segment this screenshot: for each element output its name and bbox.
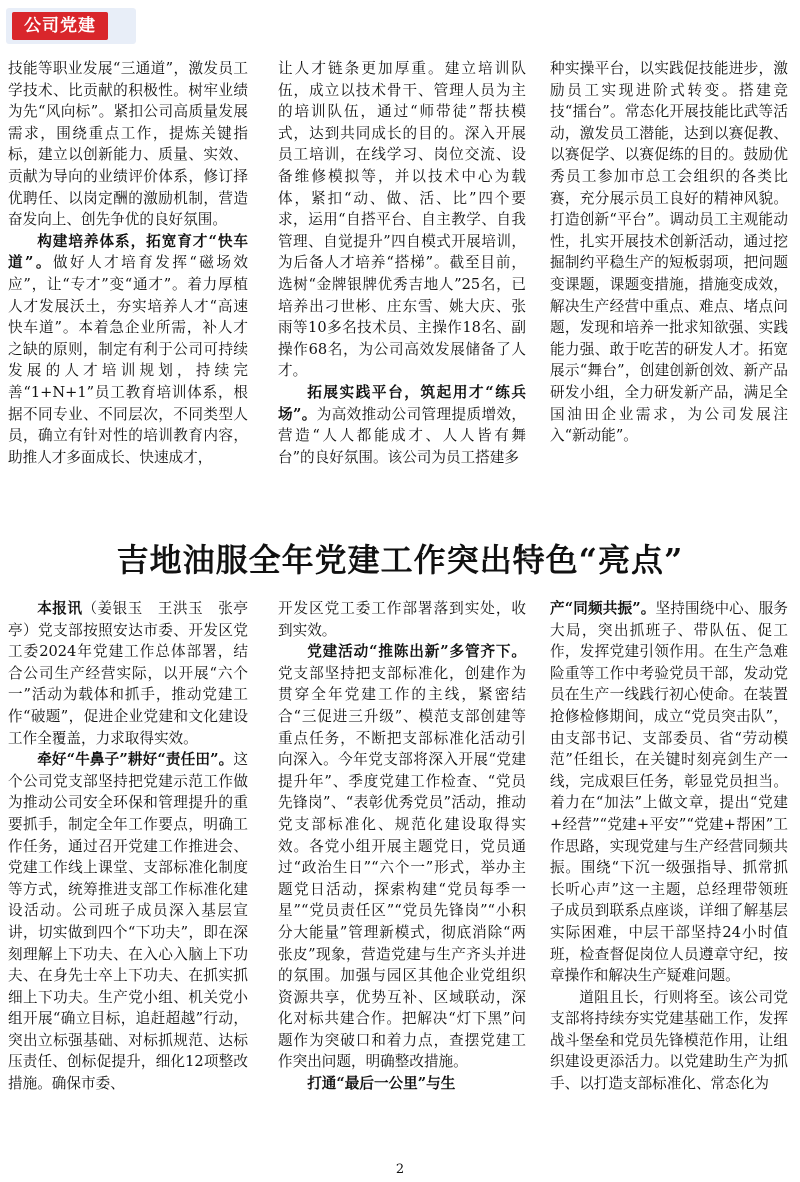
paragraph bbox=[278, 1073, 526, 1095]
paragraph-text: （姜银玉 王洪玉 张亭亭）党支部按照安达市委、开发区党工委2024年党建工作总体部署，结合公司生产经营实际，以开展“六个一”活动为载体和抓手，推动党建工作“破题”，促进企业党建和文化建设工作全覆盖，力求取得实效。 bbox=[8, 600, 248, 747]
paragraph-text: 坚持围绕中心、服务大局，突出抓班子、带队伍、促工作，发挥党建引领作用。在生产急难险重等工作中考验党员干部，发动党员在生产一线践行初心使命。在装置抢修检修期间，成立“党员突击队”，由支部书记、支部委员、省“劳动模范”任组长，在关键时刻亮剑生产一线，完成艰巨任务，彰显党员担当。着力在“加法”上做文章，提出“党建+经营”“党建+平安”“党建+帮困”工作思路，实现党建与生产经营同频共振。围绕“下沉一级强指导、抓常抓长听心声”这一主题，总经理带领班子成员到联系点座谈，详细了解基层实际困难，中层干部坚持24小时值班，检查督促岗位人员遵章守纪，按章操作和解决生产疑难问题。 bbox=[550, 600, 788, 985]
paragraph bbox=[8, 598, 248, 749]
section-tag-label-box bbox=[12, 12, 108, 40]
paragraph: 让人才链条更加厚重。建立培训队伍，成立以技术骨干、管理人员为主的培训队伍，通过“师带徒”帮扶模式，达到共同成长的目的。深入开展员工培训，在线学习、岗位交流、设备维修模拟等，并以技术中心为载体，紧扣“动、做、活、比”四个要求，运用“自搭平台、自主教学、自我管理、自觉提升”四自模式开展培训，为后备人才培养“搭梯”。截至目前，选树“金牌银牌优秀吉地人”25名，已培养出刁世彬、庄东雪、姚大庆、张雨等10多名技术员、主操作18名、副操作68名，为公司高效发展储备了人才。 bbox=[278, 60, 526, 380]
paragraph bbox=[278, 382, 526, 468]
subheading: 拓展实践平台，筑起用才“练兵场”。 bbox=[278, 383, 526, 423]
lead-label: 本报讯 bbox=[37, 600, 83, 617]
subheading: 产“同频共振”。 bbox=[550, 600, 656, 617]
paragraph-text: 做好人才培育发挥“磁场效应”，让“专才”变“通才”。着力厚植人才发展沃土，夯实培养人才“高速快车道”。本着急企业所需，补人才之缺的原则，制定有利于公司可持续发展的人才培训规划，持续完善“1+N+1”员工教育培训体系，根据不同专业、不同层次，不同类型人员，确立有针对性的培训教育内容，助推人才多面成长、快速成才， bbox=[8, 254, 248, 466]
paragraph: 技能等职业发展“三通道”，激发员工学技术、比贡献的积极性。树牢业绩为先“风向标”。紧扣公司高质量发展需求，围绕重点工作，提炼关键指标，建立以创新能力、质量、实效、贡献为导向的业绩评价体系，修订择优聘任、以岗定酬的激励机制，营造奋发向上、创先争优的良好氛围。 bbox=[8, 60, 248, 229]
top-article-column-1 bbox=[8, 58, 248, 528]
paragraph: 开发区党工委工作部署落到实处，收到实效。 bbox=[278, 600, 526, 639]
bottom-article-column-3 bbox=[550, 598, 788, 1158]
subheading: 党建活动“推陈出新”多管齐下。 bbox=[307, 643, 526, 661]
paragraph-text: 党支部坚持把支部标准化，创建作为贯穿全年党建工作的主线，紧密结合“三促进三升级”、模范支部创建等重点任务，不断把支部标准化活动引向深入。今年党支部将深入开展“党建提升年”、季度党建工作检查、“党员先锋岗”、“表彰优秀党员”活动，推动党支部标准化、规范化建设取得实效。各党小组开展主题党日，党员通过“政治生日”“六个一”形式，举办主题党日活动，探索构建“党员每季一星”“党员责任区”“党员先锋岗”“小积分大能量”管理新模式，彻底消除“两张皮”现象，营造党建与生产齐头并进的氛围。加强与园区其他企业党组织资源共享，优势互补、区域联动，深化对标共建合作。把解决“灯下黑”问题作为突破口和着力点，查摆党建工作突出问题，明确整改措施。 bbox=[278, 664, 526, 1071]
paragraph: 种实操平台，以实践促技能进步，激励员工实现进阶式转变。搭建竞技“擂台”。常态化开展技能比武等活动，激发员工潜能，达到以赛促教、以赛促学、以赛促练的目的。鼓励优秀员工参加市总工会组织的各类比赛，充分展示员工良好的精神风貌。打造创新“平台”。调动员工主观能动性，扎实开展技术创新活动，通过挖掘制约平稳生产的短板弱项，把问题变课题，课题变措施，措施变成效，解决生产经营中重点、难点、堵点问题，发现和培养一批求知欲强、实践能力强、敢于吃苦的研发人才。拓宽展示“舞台”，创建创新创效、新产品研发小组，全力研发新产品，满足全国油田企业需求，为公司发展注入“新动能”。 bbox=[550, 60, 788, 445]
paragraph bbox=[8, 749, 248, 1095]
subheading: 构建培养体系，拓宽育才“快车道”。 bbox=[8, 232, 248, 272]
top-article-column-2 bbox=[278, 58, 526, 528]
paragraph bbox=[278, 641, 526, 1073]
bottom-article-column-2 bbox=[278, 598, 526, 1158]
page-number: 2 bbox=[395, 1162, 405, 1177]
subheading: 打通“最后一公里”与生 bbox=[307, 1075, 456, 1093]
section-tag bbox=[6, 8, 136, 44]
paragraph-text: 这个公司党支部坚持把党建示范工作做为推动公司安全环保和管理提升的重要抓手，制定全年工作要点，明确工作任务，通过召开党建工作推进会、党建工作线上课堂、支部标准化制度等方式，统筹推进支部工作标准化建设活动。公司班子成员深入基层宣讲，切实做到四个“下功夫”，即在深刻理解上下功夫、在入心入脑上下功夫、在身先士卒上下功夫、在抓实抓细上下功夫。生产党小组、机关党小组开展“确立目标，追赶超越”行动，突出立标强基础、对标抓规范、达标压责任、创标促提升，细化12项整改措施。确保市委、 bbox=[8, 751, 248, 1093]
section-tag-label: 公司党建 bbox=[24, 16, 96, 36]
paragraph bbox=[8, 231, 248, 469]
top-article-column-3 bbox=[550, 58, 788, 528]
bottom-article-column-1 bbox=[8, 598, 248, 1158]
headline: 吉地油服全年党建工作突出特色“亮点” bbox=[116, 541, 684, 579]
subheading: 牵好“牛鼻子”耕好“责任田”。 bbox=[37, 751, 234, 769]
paragraph: 道阻且长，行则将至。该公司党支部将持续夯实党建基础工作，发挥战斗堡垒和党员先锋模范作用，让组织建设更添活力。以党建助生产为抓手、以打造支部标准化、常态化为 bbox=[550, 988, 788, 1093]
paragraph-text: 为高效推动公司管理提质增效，营造“人人都能成才、人人皆有舞台”的良好氛围。该公司为员工搭建多 bbox=[278, 405, 526, 466]
paragraph bbox=[550, 598, 788, 987]
